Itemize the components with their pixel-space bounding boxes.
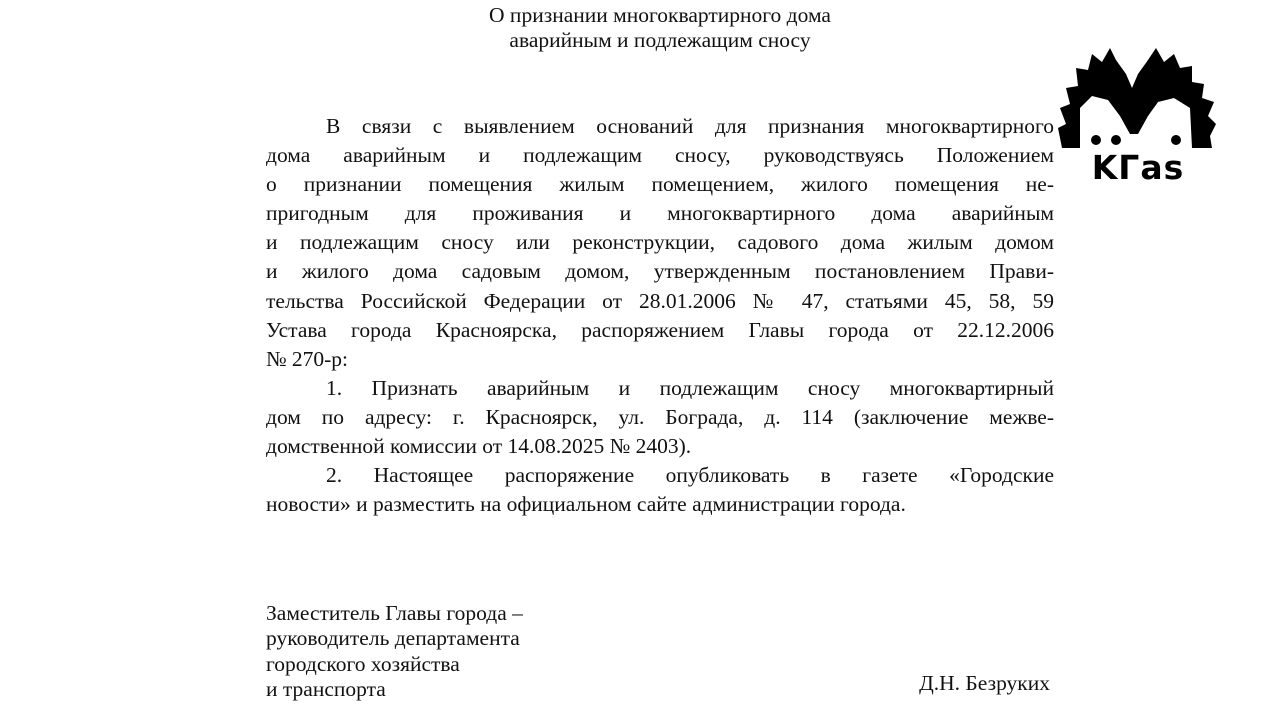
paragraph-line: домственной комиссии от 14.08.2025 № 2403). — [266, 434, 692, 459]
paragraph-line: № 270-р: — [266, 346, 349, 371]
logo-text: KГаs — [1091, 148, 1185, 187]
paragraph-line: 2. Настоящее распоряжение опубликовать в газете «Городские — [326, 463, 1054, 488]
signature-position-line: городского хозяйства — [266, 651, 460, 676]
paragraph-line: Устава города Красноярска, распоряжением Главы города от 22.12.2006 — [266, 317, 1054, 342]
document-body — [266, 112, 1054, 519]
document-title — [400, 3, 920, 53]
paragraph-line: тельства Российской Федерации от 28.01.2006 № 47, статьями 45, 58, 59 — [266, 288, 1054, 313]
signer-name: Д.Н. Безруких — [919, 671, 1050, 695]
paragraph-line: 1. Признать аварийным и подлежащим сносу многоквартирный — [326, 375, 1054, 400]
paragraph-line: и жилого дома садовым домом, утвержденным постановлением Прави- — [266, 259, 1054, 284]
paragraph-line: дома аварийным и подлежащим сносу, руководствуясь Положением — [266, 143, 1054, 168]
signature-block — [266, 601, 523, 702]
paragraph-line: новости» и разместить на официальном сайте администрации города. — [266, 492, 906, 517]
document-title-line-2: аварийным и подлежащим сносу — [509, 28, 811, 52]
signature-position-line: Заместитель Главы города – — [266, 601, 523, 625]
paragraph-line: дом по адресу: г. Красноярск, ул. Бограда, д. 114 (заключение межве- — [266, 404, 1054, 429]
paragraph-line: В связи с выявлением оснований для признания многоквартирного — [326, 114, 1054, 138]
document-title-line-1: О признании многоквартирного дома — [489, 3, 831, 27]
signature-position-line: и транспорта — [266, 676, 386, 701]
paragraph-line: и подлежащим сносу или реконструкции, садового дома жилым домом — [266, 230, 1054, 255]
paragraph-line: о признании помещения жилым помещением, жилого помещения не- — [266, 172, 1054, 197]
paragraph-line: пригодным для проживания и многоквартирного дома аварийным — [266, 201, 1054, 226]
signature-position-line: руководитель департамента — [266, 626, 520, 651]
